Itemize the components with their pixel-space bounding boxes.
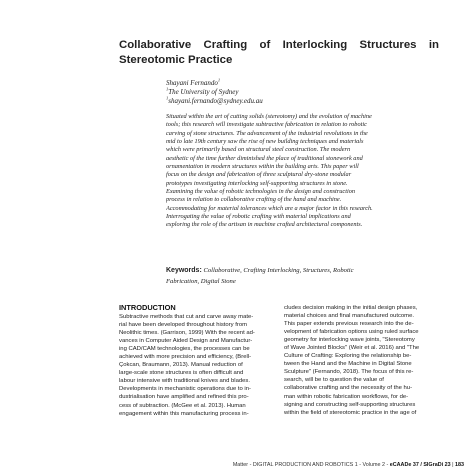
body-line: large-scale stone structures is often difficult and (119, 370, 244, 377)
body-line: Developments in mechanistic operations due to in- (119, 386, 251, 393)
body-line: engagement within this manufacturing process in- (119, 410, 249, 417)
keywords-block (166, 266, 438, 287)
footer-separator: | (450, 462, 455, 468)
abstract-line: mid to late 19th century saw the rise of new building techniques and materials (166, 138, 364, 146)
body-line: collaborative crafting and the necessity of the hu- (284, 385, 413, 392)
body-line: labour intensive with traditional knives and blades. (119, 378, 250, 385)
abstract-line: Examining the value of robotic technologies in the design and construction (166, 188, 355, 196)
keywords-text: Collaborative, Crafting Interlocking, Structures, Robotic (203, 267, 354, 274)
abstract (166, 113, 438, 230)
author-affiliation: The University of Sydney (168, 88, 239, 97)
body-line: Subtractive methods that cut and carve away mate- (119, 314, 254, 320)
author-name: Shayani Fernando (166, 79, 218, 87)
page-number: 183 (455, 462, 464, 468)
keywords-line: Fabrication, Digital Stone (166, 277, 236, 285)
body-line: man within robotic fabrication workflows, for de- (284, 393, 409, 400)
abstract-line: tools; this research will investigate subtractive fabrication in relation to robotic (166, 121, 367, 129)
intro-column-right (284, 304, 447, 417)
body-line: rial have been developed throughout history from (119, 322, 248, 329)
page-footer (233, 462, 464, 468)
body-line: tween the Hand and the Machine in Digital Stone (284, 361, 412, 368)
abstract-line: exploring the role of the artisan in machine crafted architectural components. (166, 221, 363, 229)
affiliation-superscript: 1 (166, 86, 169, 92)
body-line: This paper extends previous research into the de- (284, 321, 414, 328)
body-line: achieved with more precision and efficiency, (Brell- (119, 354, 252, 361)
abstract-line: Interrogating the value of robotic crafting with material implications and (166, 213, 351, 221)
email-superscript: 1 (166, 96, 169, 102)
body-line: geometry for interlocking wave joints, "Stereotomy (284, 337, 415, 344)
footer-text: Matter - DIGITAL PRODUCTION AND ROBOTICS 1 - Volume 2 - (232, 462, 390, 468)
paper-title: Collaborative Crafting of Interlocking Structures in Stereotomic Practice (119, 39, 439, 66)
body-line: signing and constructing self-supporting structures (284, 401, 416, 408)
body-line: search, will be to question the value of (284, 377, 384, 384)
author-name-line (166, 79, 436, 88)
author-name-superscript: 1 (217, 77, 221, 83)
author-email[interactable]: shayani.fernando@sydney.edu.au (168, 97, 263, 106)
abstract-line: ornamentation in modern structures within the building arts. This paper will (166, 163, 359, 171)
keywords-label: Keywords: (166, 267, 202, 274)
body-line: ing CAD/CAM technologies, the processes can be (119, 346, 250, 353)
body-line: Culture of Crafting: Exploring the relationship be- (284, 353, 412, 360)
intro-column-left (119, 303, 282, 418)
abstract-line: process in relation to collaborative crafting of the hand and machine. (166, 196, 342, 204)
keywords-line (166, 266, 438, 277)
abstract-line: carving of stone structures. The advancement of the industrial revolutions in the (166, 129, 368, 137)
abstract-line: prototypes investigating interlocking self-supporting structures in stone. (166, 179, 348, 187)
body-line: velopment of fabrication options using ruled surface (284, 329, 419, 336)
body-line: dustrialisation have amplified and refined this pro- (119, 394, 249, 401)
abstract-line: which were primarily based on structural steel construction. The modern (166, 146, 351, 154)
abstract-line: aesthetic of the time further diminished the place of traditional stonework and (166, 154, 363, 162)
body-line: cludes decision making in the initial design phases, (284, 305, 418, 311)
body-line: cess of subtraction. (McGee et al. 2013). Human (119, 402, 246, 409)
abstract-line: Accommodating for material tolerances which are a major factor in this research. (166, 204, 373, 212)
author-email-line (166, 97, 436, 106)
abstract-line: Situated within the art of cutting solids (stereotomy) and the evolution of machine (166, 113, 372, 120)
body-line: within the field of stereotomic practice in the age of (284, 409, 417, 416)
author-block (166, 79, 436, 107)
body-line: material choices and final manufactured outcome. (284, 313, 414, 320)
body-line: vances in Computer Aided Design and Manufactur- (119, 338, 253, 345)
section-heading: INTRODUCTION (119, 303, 176, 312)
body-line: Çokcan, Braumann, 2013). Manual reduction of (119, 362, 243, 369)
footer-conference: eCAADe 37 / SIGraDi 23 (389, 462, 451, 468)
body-line: Sculpture" (Fernando, 2018). The focus of this re- (284, 369, 414, 376)
body-line: of Wave Jointed Blocks" (Weir et al. 2016) and "The (284, 345, 420, 352)
abstract-line: focus on the design and fabrication of three sculptural dry-stone modular (166, 171, 352, 179)
body-line: Neolithic times. (Garrison, 1999) With the recent ad- (119, 330, 255, 337)
